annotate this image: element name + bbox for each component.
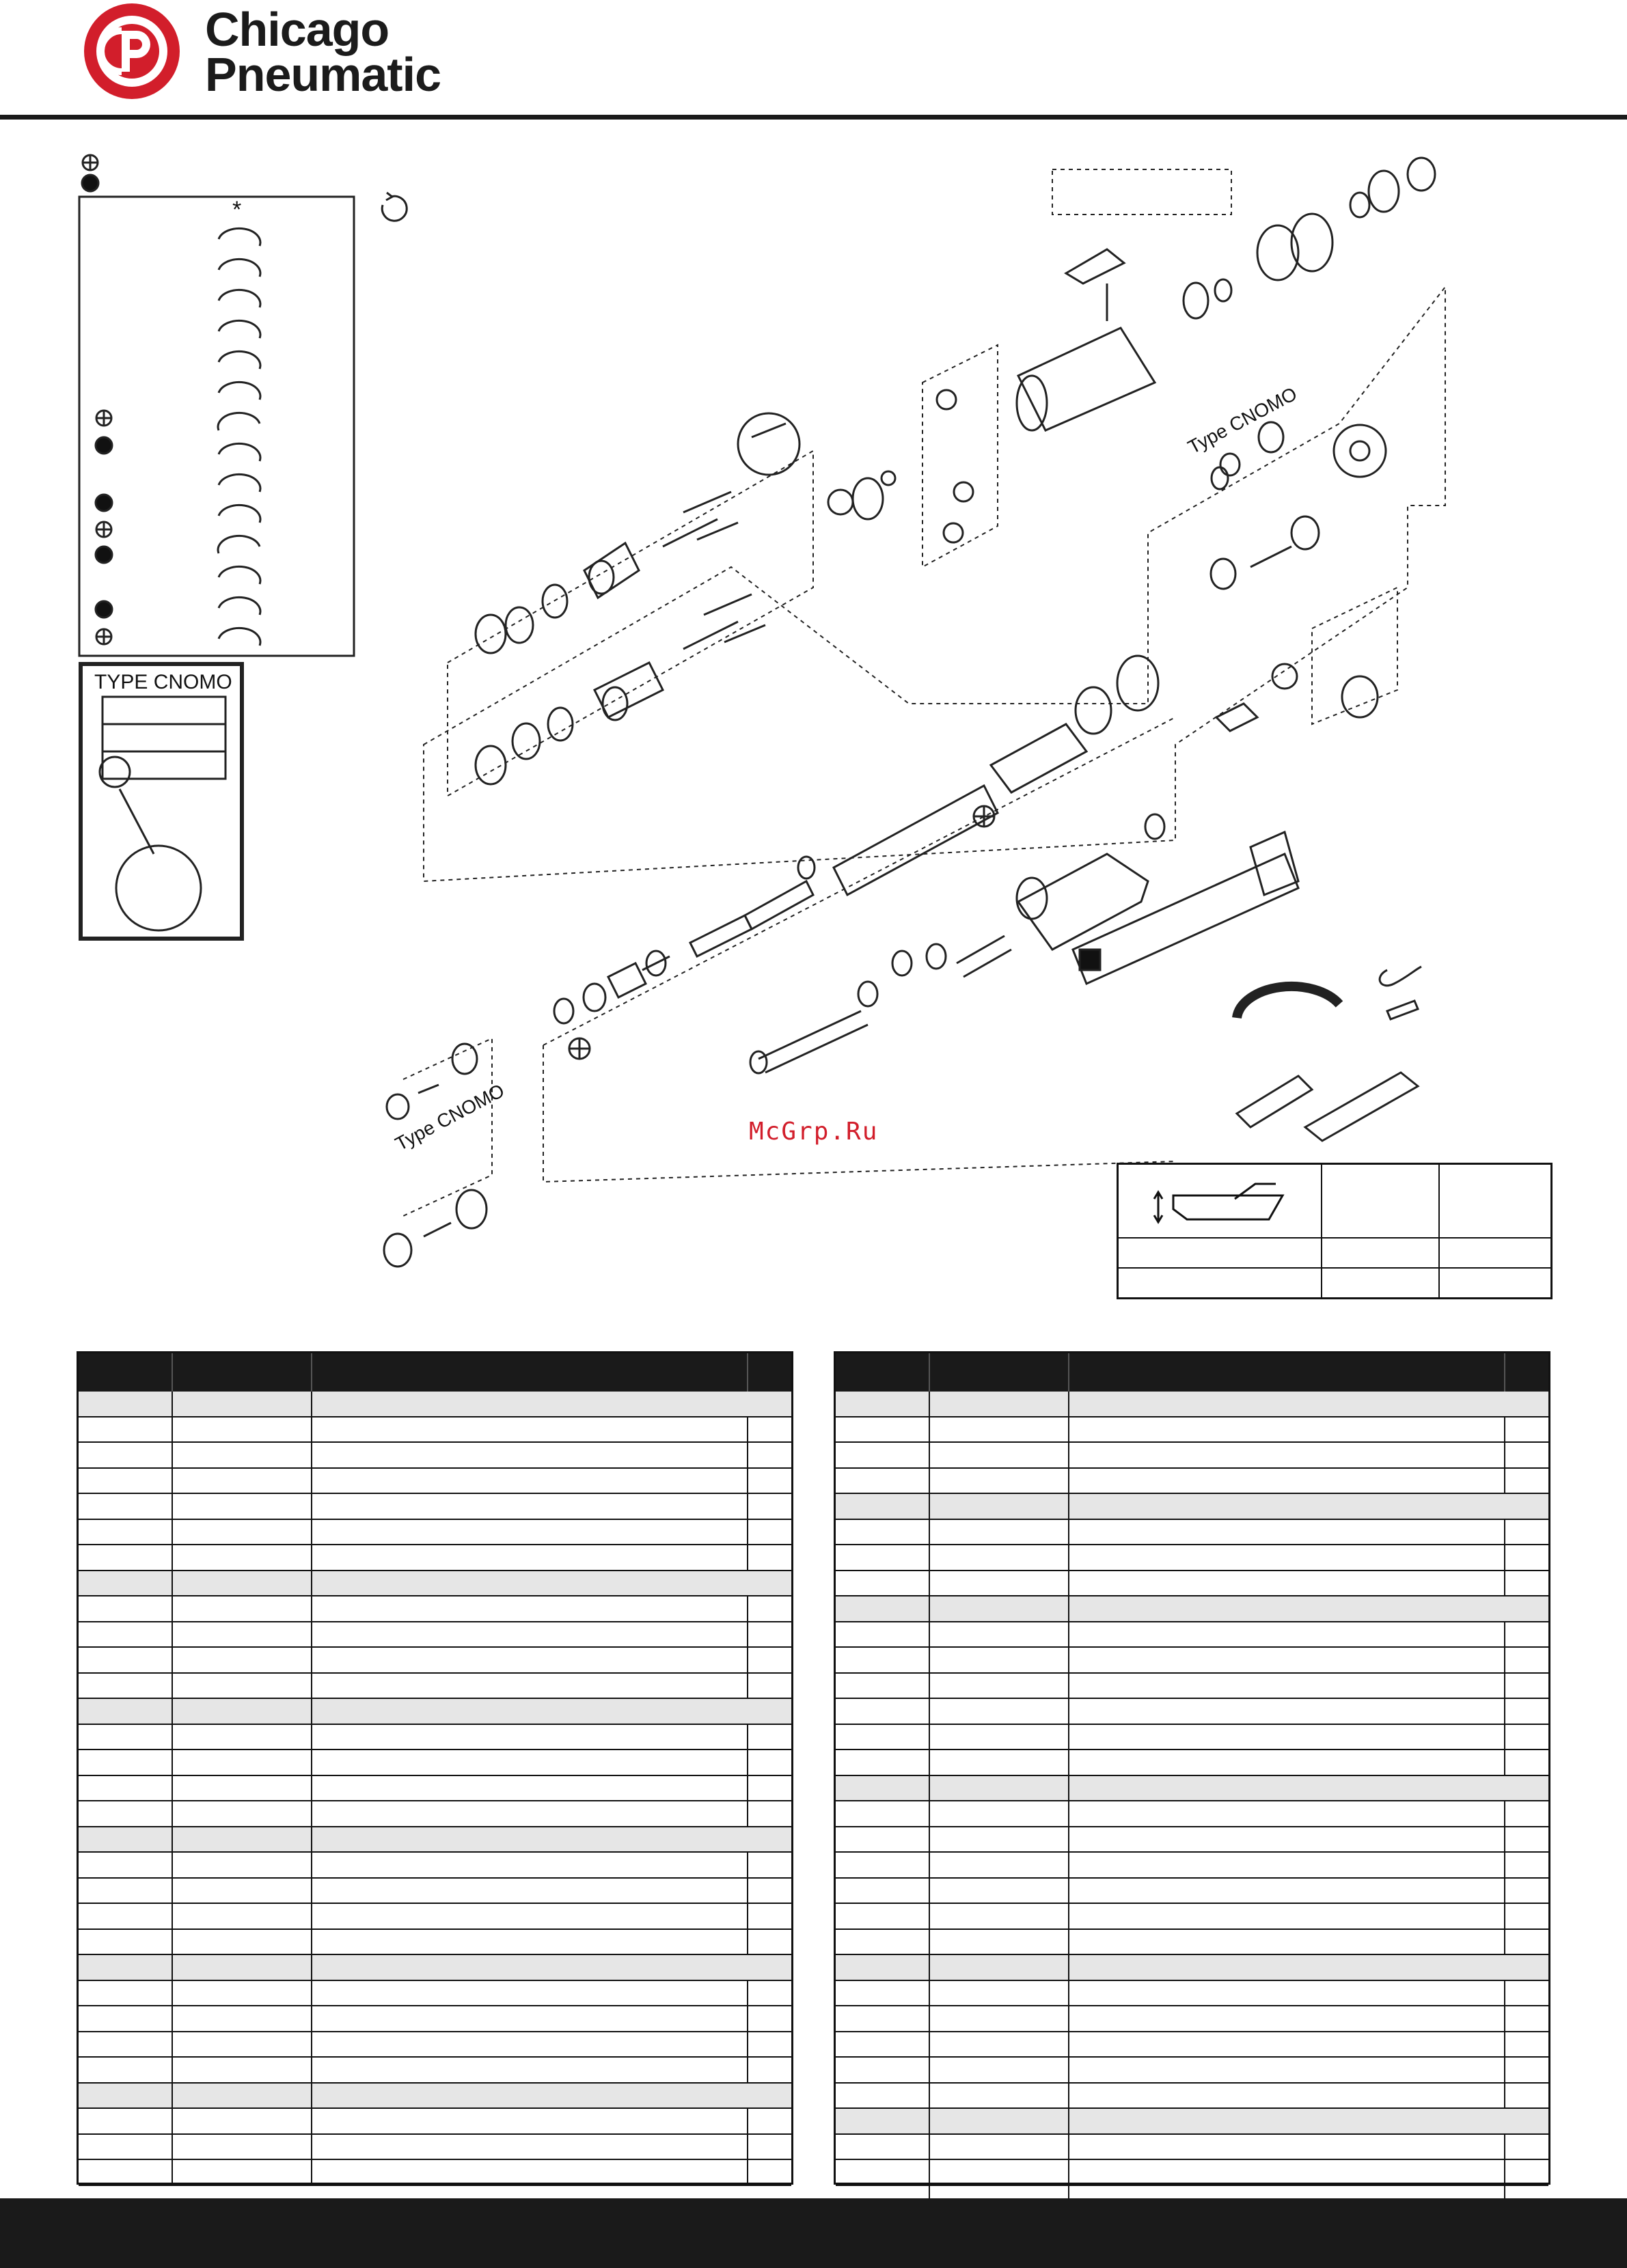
table-row: [836, 2006, 1548, 2032]
table-row: [79, 1725, 791, 1751]
table-header: [836, 1353, 1548, 1392]
oil-icon: [82, 175, 98, 191]
table-row: [836, 2084, 1548, 2110]
rotation-icon: [382, 196, 407, 221]
table-row: [79, 1469, 791, 1495]
table-row: [79, 1981, 791, 2007]
brand-line-2: Pneumatic: [205, 48, 441, 101]
table-row: [79, 1674, 791, 1700]
table-group-row: [79, 2084, 791, 2110]
table-row: [836, 1699, 1548, 1725]
table-row: [79, 2006, 791, 2032]
cnomo-collet-parts: [384, 467, 1228, 1267]
legend-markers: [96, 411, 112, 644]
table-row: [79, 1648, 791, 1674]
table-row: [836, 2058, 1548, 2084]
table-row: [79, 1930, 791, 1956]
parts-table-left: [77, 1351, 793, 2185]
table-row: [836, 1545, 1548, 1571]
table-row: [79, 2032, 791, 2058]
table-group-row: [836, 1392, 1548, 1418]
table-row: [836, 1622, 1548, 1648]
table-row: [79, 2160, 791, 2186]
table-group-row: [836, 1955, 1548, 1981]
footer-bar: [0, 2198, 1627, 2268]
brand-line-1: Chicago: [205, 3, 389, 56]
table-group-row: [836, 2109, 1548, 2135]
table-row: [836, 1469, 1548, 1495]
table-row: [836, 2160, 1548, 2186]
table-row: [836, 1674, 1548, 1700]
table-row: [836, 1418, 1548, 1443]
spindle-parts: [554, 656, 1164, 1073]
cnomo-inset: [81, 664, 242, 939]
table-row: [79, 1520, 791, 1546]
table-row: [836, 1827, 1548, 1853]
table-row: [836, 1725, 1548, 1751]
table-row: [836, 1520, 1548, 1546]
table-row: [79, 1879, 791, 1905]
table-row: [836, 1853, 1548, 1879]
table-group-row: [79, 1392, 791, 1418]
table-row: [79, 1801, 791, 1827]
bit-profile-icon: [1153, 1178, 1289, 1226]
lubrication-box: [79, 197, 354, 656]
table-row: [836, 1443, 1548, 1469]
table-group-row: [836, 1494, 1548, 1520]
table-row: [79, 1853, 791, 1879]
table-group-row: [79, 1699, 791, 1725]
table-row: [79, 1443, 791, 1469]
table-row: [79, 1418, 791, 1443]
table-row: [836, 1981, 1548, 2007]
table-row: [79, 1750, 791, 1776]
cnomo-inset-title: TYPE CNOMO: [94, 671, 232, 693]
assembly-group-outlines: [403, 169, 1445, 1216]
chicago-pneumatic-logo-icon: [81, 0, 183, 102]
table-row: [836, 1571, 1548, 1597]
table-row: [79, 2058, 791, 2084]
table-row: [79, 2135, 791, 2161]
star-marker: *: [232, 197, 242, 223]
watermark: McGrp.Ru: [749, 1118, 879, 1146]
table-row: [836, 1648, 1548, 1674]
table-row: [79, 1494, 791, 1520]
table-row: [836, 1879, 1548, 1905]
cnomo-label-upper: Type CNOMO: [1184, 383, 1301, 458]
housing-parts: [1017, 158, 1435, 731]
table-row: [79, 2109, 791, 2135]
cnomo-label-lower: Type CNOMO: [392, 1079, 508, 1155]
table-row: [836, 1930, 1548, 1956]
table-row: [836, 1904, 1548, 1930]
bit-size-table: [1117, 1163, 1553, 1299]
table-row: [836, 1750, 1548, 1776]
table-row: [79, 1596, 791, 1622]
wrench-large-icon: [1305, 1073, 1418, 1141]
table-row: [79, 1622, 791, 1648]
table-row: [836, 2032, 1548, 2058]
wrench-small-icon: [1237, 1076, 1312, 1127]
table-group-row: [836, 1596, 1548, 1622]
table-row: [836, 1801, 1548, 1827]
table-header: [79, 1353, 791, 1392]
table-group-row: [836, 1776, 1548, 1802]
table-group-row: [79, 1571, 791, 1597]
motor-parts: [476, 390, 973, 784]
table-row: [79, 1545, 791, 1571]
table-row: [79, 1776, 791, 1802]
table-group-row: [79, 1955, 791, 1981]
table-row: [836, 2135, 1548, 2161]
parts-table-right: [834, 1351, 1550, 2185]
rotation-arrows: [218, 228, 260, 646]
brand-name: [205, 3, 441, 101]
table-row: [79, 1904, 791, 1930]
header-rule: [0, 115, 1627, 120]
grease-icon: [83, 155, 98, 170]
table-group-row: [79, 1827, 791, 1853]
accessories: [1237, 967, 1421, 1141]
